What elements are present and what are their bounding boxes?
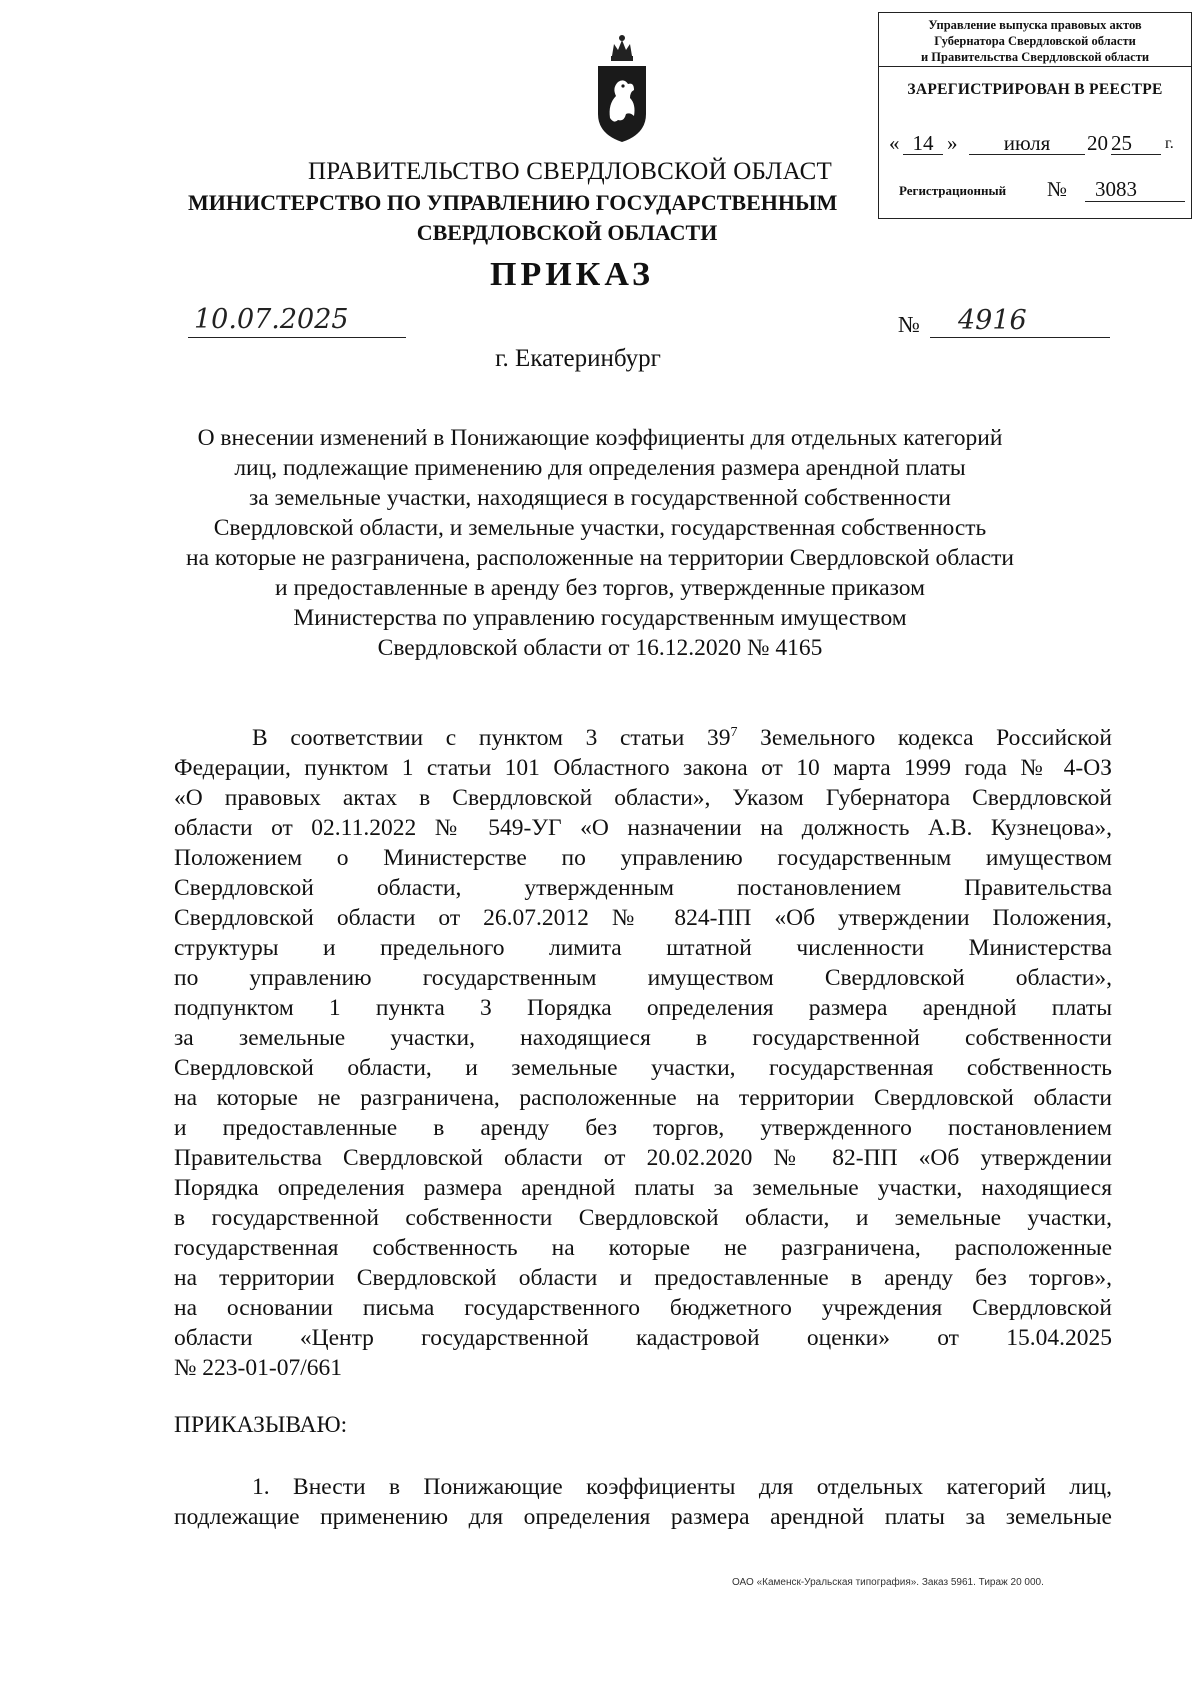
body-line xyxy=(252,723,1112,753)
ministry-name-line1: МИНИСТЕРСТВО ПО УПРАВЛЕНИЮ ГОСУДАРСТВЕННЫМ xyxy=(188,190,838,215)
body-line: «О правовых актах в Свердловской области», Указом Губернатора Свердловской xyxy=(174,785,1112,811)
stamp-date-year-suffix: 25 xyxy=(1111,131,1161,155)
stamp-date-day: 14 xyxy=(903,131,943,155)
body-line: Свердловской области, и земельные участки, государственная собственность xyxy=(174,1055,1112,1081)
document-type: ПРИКАЗ xyxy=(490,256,654,293)
body-line: на территории Свердловской области и предоставленные в аренду без торгов», xyxy=(174,1265,1112,1291)
handwritten-date: 10.07.2025 xyxy=(188,302,406,338)
body-line: области от 02.11.2022 № 549-УГ «О назначении на должность А.В. Кузнецова», xyxy=(174,815,1112,841)
coat-of-arms-icon xyxy=(590,34,654,146)
title-line: на которые не разграничена, расположенные на территории Свердловской области xyxy=(186,545,1014,571)
title-line: Свердловской области, и земельные участки, государственная собственность xyxy=(213,515,987,541)
ministry-name-line2: СВЕРДЛОВСКОЙ ОБЛАСТИ xyxy=(416,220,718,245)
body-line: по управлению государственным имуществом Свердловской области», xyxy=(174,965,1112,991)
stamp-status: ЗАРЕГИСТРИРОВАН В РЕЕСТРЕ xyxy=(907,81,1163,98)
city: г. Екатеринбург xyxy=(495,345,661,372)
item-1-line-1: 1. Внести в Понижающие коэффициенты для отдельных категорий лиц, xyxy=(252,1474,1112,1500)
body-line: в государственной собственности Свердловской области, и земельные участки, xyxy=(174,1205,1112,1231)
body-line: и предоставленные в аренду без торгов, утвержденного постановлением xyxy=(174,1115,1112,1141)
title-line: Свердловской области от 16.12.2020 № 4165 xyxy=(377,635,823,661)
title-line: О внесении изменений в Понижающие коэффициенты для отдельных категорий xyxy=(197,425,1003,451)
body-first-line-start: В соответствии с пунктом 3 статьи 39 xyxy=(252,725,731,751)
title-line: Министерства по управлению государственным имуществом xyxy=(293,605,907,631)
body-line: № 223-01-07/661 xyxy=(174,1355,342,1381)
body-line: Правительства Свердловской области от 20.02.2020 № 82-ПП «Об утверждении xyxy=(174,1145,1112,1171)
body-line: области «Центр государственной кадастровой оценки» от 15.04.2025 xyxy=(174,1325,1112,1351)
body-line: государственная собственность на которые не разграничена, расположенные xyxy=(174,1235,1112,1261)
body-line: Положением о Министерстве по управлению государственным имуществом xyxy=(174,845,1112,871)
stamp-reg-number: 3083 xyxy=(1095,177,1137,201)
item-1-line-2: подлежащие применению для определения размера арендной платы за земельные xyxy=(174,1504,1112,1530)
stamp-organization xyxy=(879,13,1191,67)
body-line: на которые не разграничена, расположенные на территории Свердловской области xyxy=(174,1085,1112,1111)
stamp-reg-no-sign: № xyxy=(1047,177,1068,201)
title-line: лиц, подлежащие применению для определения размера арендной платы xyxy=(234,455,966,481)
stamp-date-year-prefix: 20 xyxy=(1087,131,1108,155)
body-line: Свердловской области, утвержденным постановлением Правительства xyxy=(174,875,1112,901)
stamp-org-line: Управление выпуска правовых актов xyxy=(928,18,1142,32)
handwritten-number: 4916 xyxy=(930,304,1110,338)
stamp-org-line: и Правительства Свердловской области xyxy=(920,50,1150,64)
stamp-date xyxy=(889,131,1184,157)
registration-stamp xyxy=(878,12,1192,219)
body-line: Свердловской области от 26.07.2012 № 824-ПП «Об утверждении Положения, xyxy=(174,905,1112,931)
stamp-date-close-quote: » xyxy=(947,131,958,155)
stamp-date-year-mark: г. xyxy=(1165,135,1174,152)
title-line: за земельные участки, находящиеся в государственной собственности xyxy=(249,485,951,511)
stamp-org-line: Губернатора Свердловской области xyxy=(934,34,1136,48)
body-line: за земельные участки, находящиеся в государственной собственности xyxy=(174,1025,1112,1051)
printer-footer: ОАО «Каменск-Уральская типография». Заказ 5961. Тираж 20 000. xyxy=(732,1577,1044,1588)
order-word: ПРИКАЗЫВАЮ: xyxy=(174,1412,348,1438)
body-first-line-end: Земельного кодекса Российской xyxy=(737,725,1112,751)
title-line: и предоставленные в аренду без торгов, утвержденные приказом xyxy=(275,575,925,601)
body-line: Федерации, пунктом 1 статьи 101 Областного закона от 10 марта 1999 года № 4-ОЗ xyxy=(174,755,1112,781)
body-line: Порядка определения размера арендной платы за земельные участки, находящиеся xyxy=(174,1175,1112,1201)
government-name: ПРАВИТЕЛЬСТВО СВЕРДЛОВСКОЙ ОБЛАСТ xyxy=(308,158,832,185)
body-line: структуры и предельного лимита штатной численности Министерства xyxy=(174,935,1112,961)
body-line: на основании письма государственного бюджетного учреждения Свердловской xyxy=(174,1295,1112,1321)
stamp-date-open-quote: « xyxy=(889,131,900,155)
body-line: подпунктом 1 пункта 3 Порядка определения размера арендной платы xyxy=(174,995,1112,1021)
stamp-date-month: июля xyxy=(969,131,1085,155)
article-superscript: 7 xyxy=(730,725,738,740)
number-label: № xyxy=(898,312,920,337)
stamp-reg-label: Регистрационный xyxy=(899,183,1007,198)
